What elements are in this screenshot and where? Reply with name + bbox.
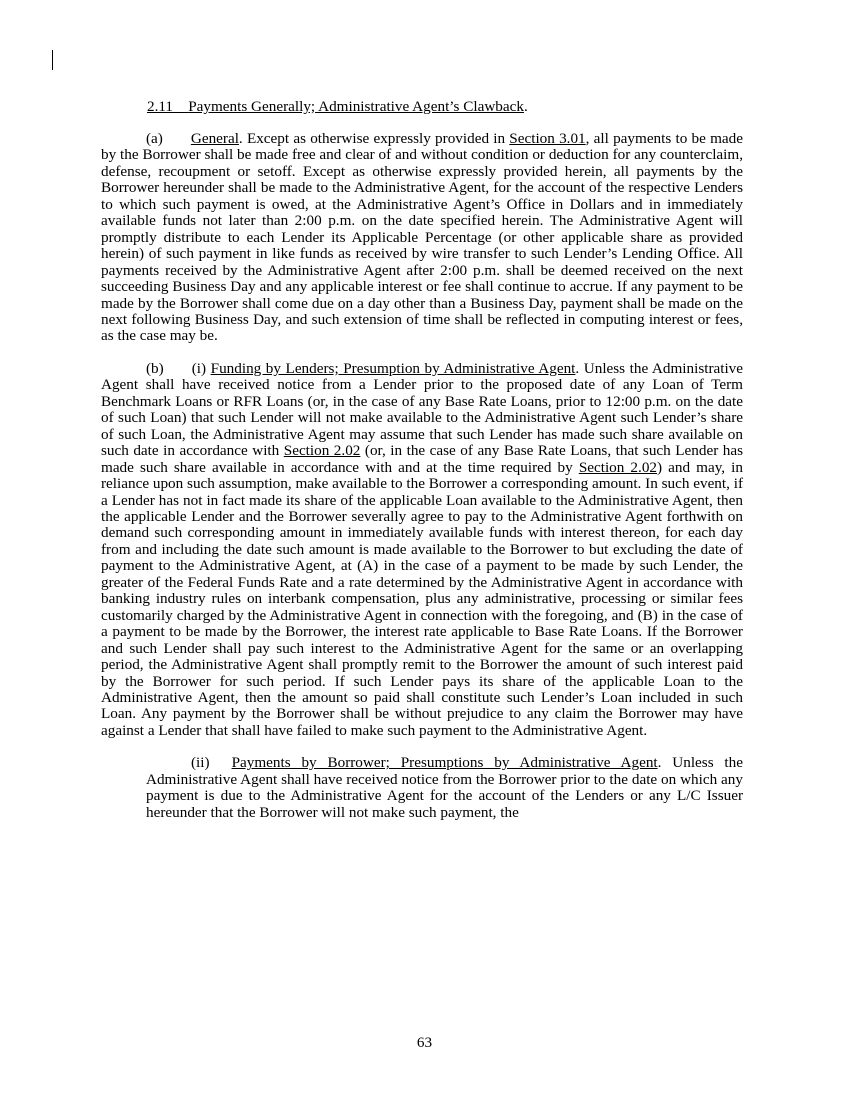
section-reference-3-01: Section 3.01 bbox=[509, 130, 586, 147]
paragraph-b-heading: Funding by Lenders; Presumption by Administrative Agent bbox=[210, 359, 576, 377]
paragraph-a-heading: General bbox=[190, 130, 239, 147]
paragraph-b-text-3: ) and may, in reliance upon such assumption, make available to the Borrower a corresponding amount. In such event, if a Lender has not in fact made its share of the applicable Loan available to the Administrative Agent, then the applicable Lender and the Borrower severally agree to pay to the Administrative Agent forthwith on demand such corresponding amount in immediately available funds with interest thereon, for each day from and including the date such amount is made available to the Borrower to but excluding the date of payment to the Administrative Agent, at (A) in the case of a payment to be made by such Lender, the greater of the Federal Funds Rate and a rate determined by the Administrative Agent in accordance with banking industry rules on interbank compensation, plus any administrative, processing or similar fees customarily charged by the Administrative Agent in connection with the foregoing, and (B) in the case of a payment to be made by the Borrower, the interest rate applicable to Base Rate Loans. If the Borrower and such Lender shall pay such interest to the Administrative Agent for the same or an overlapping period, the Administrative Agent shall promptly remit to the Borrower the amount of such interest paid by the Borrower for such period. If such Lender pays its share of the applicable Loan to the Administrative Agent, then the amount so paid shall constitute such Lender’s Loan included in such Loan. Any payment by the Borrower shall be without prejudice to any claim the Borrower may have against a Lender that shall have failed to make such payment to the Administrative Agent. bbox=[101, 458, 743, 739]
paragraph-a bbox=[101, 131, 743, 345]
paragraph-a-text-1: . Except as otherwise expressly provided in bbox=[238, 130, 510, 147]
revision-change-bar bbox=[52, 50, 53, 70]
paragraph-b-ii-label: (ii) bbox=[191, 754, 210, 772]
section-heading: 2.11 Payments Generally; Administrative Agent’s Clawback. bbox=[147, 98, 528, 115]
paragraph-b-sublabel: (i) bbox=[191, 359, 207, 377]
paragraph-b-text-2: (or, in the case of any Base Rate Loans, that such Lender has made such share available in accordance with and at the time required by bbox=[101, 442, 744, 476]
paragraph-b-ii-heading: Payments by Borrower; Presumptions by Administrative Agent bbox=[231, 754, 658, 772]
paragraph-b-ii bbox=[146, 755, 743, 821]
paragraph-b-label: (b) bbox=[146, 359, 164, 377]
page-number: 63 bbox=[416, 1034, 433, 1051]
paragraph-a-text-2: , all payments to be made by the Borrower shall be made free and clear of and without condition or deduction for any counterclaim, defense, recoupment or setoff. Except as otherwise expressly provided herein, all payments by the Borrower hereunder shall be made to the Administrative Agent, for the account of the respective Lenders to which such payment is owed, at the Administrative Agent’s Office in Dollars and in immediately available funds not later than 2:00 p.m. on the date specified herein. The Administrative Agent will promptly distribute to each Lender its Applicable Percentage (or other applicable share as provided herein) of such payment in like funds as received by wire transfer to such Lender’s Lending Office. All payments received by the Administrative Agent after 2:00 p.m. shall be deemed received on the next succeeding Business Day and any applicable interest or fee shall continue to accrue. If any payment to be made by the Borrower shall come due on a day other than a Business Day, payment shall be made on the next following Business Day, and such extension of time shall be reflected in computing interest or fees, as the case may be. bbox=[101, 130, 743, 345]
paragraph-b-text-1: . Unless the Administrative Agent shall have received notice from a Lender prior to the proposed date of any Loan of Term Benchmark Loans or RFR Loans (or, in the case of any Base Rate Loans, prior to 12:00 p.m. on the date of such Loan) that such Lender will not make available to the Administrative Agent such Lender’s share of such Loan, the Administrative Agent may assume that such Lender has made such share available on such date in accordance with bbox=[101, 359, 744, 460]
section-number: 2.11 bbox=[147, 98, 174, 115]
section-title: Payments Generally; Administrative Agent’s Clawback bbox=[188, 98, 524, 115]
paragraph-b-ii-text-1: . Unless the Administrative Agent shall have received notice from the Borrower prior to the date on which any payment is due to the Administrative Agent for the account of the Lenders or any L/C Issuer hereunder that the Borrower will not make such payment, the bbox=[146, 754, 743, 821]
paragraph-b bbox=[101, 361, 743, 739]
paragraph-a-label: (a) bbox=[146, 130, 163, 147]
section-reference-2-02-first: Section 2.02 bbox=[283, 442, 361, 460]
section-reference-2-02-second: Section 2.02 bbox=[578, 458, 658, 476]
page-content bbox=[101, 98, 743, 821]
